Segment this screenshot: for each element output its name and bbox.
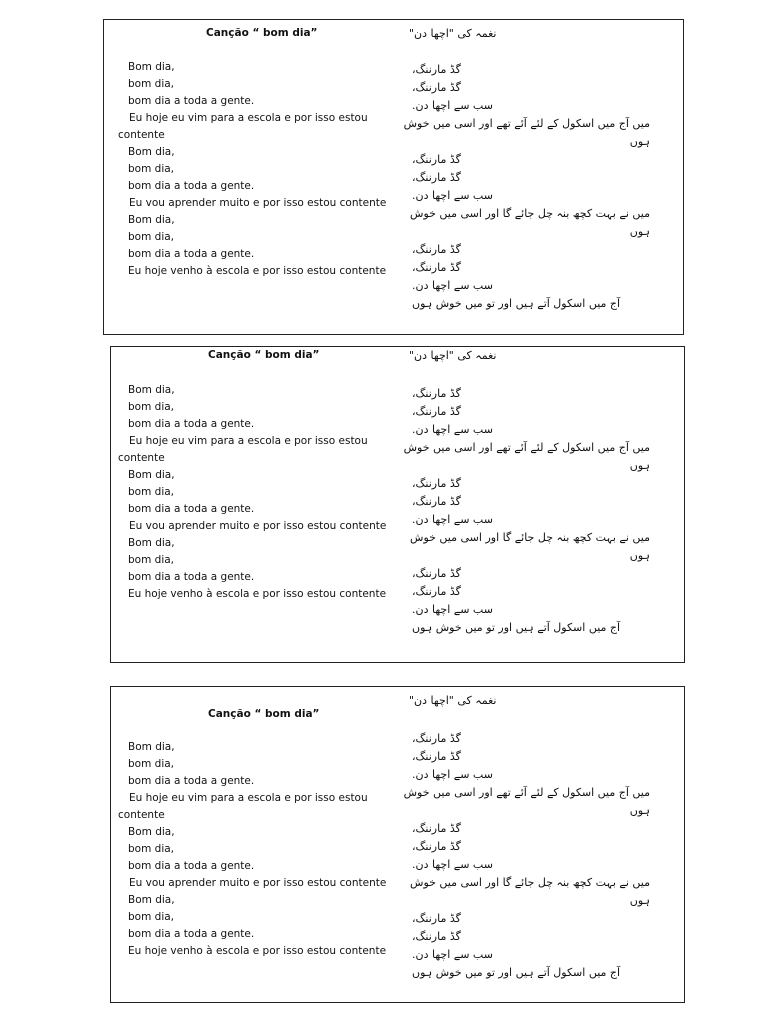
lyric-line: گڈ مارننگ، [412, 930, 461, 943]
song-card-3 [110, 686, 685, 1003]
lyric-line: سب سے اچھا دن. [412, 189, 493, 202]
lyric-line: Eu vou aprender muito e por isso estou contente [129, 877, 387, 889]
lyric-line: Bom dia, [128, 537, 175, 549]
lyric-line: bom dia a toda a gente. [128, 571, 255, 583]
lyric-line: گڈ مارننگ، [412, 750, 461, 763]
lyric-line: گڈ مارننگ، [412, 153, 461, 166]
lyric-line: bom dia a toda a gente. [128, 860, 255, 872]
lyric-line: bom dia, [128, 554, 175, 566]
lyric-line: آج میں اسکول آتے ہیں اور تو میں خوش ہوں [412, 621, 621, 634]
lyric-line: سب سے اچھا دن. [412, 768, 493, 781]
lyric-line: گڈ مارننگ، [412, 387, 461, 400]
lyric-line: گڈ مارننگ، [412, 243, 461, 256]
lyric-line: Eu vou aprender muito e por isso estou contente [129, 197, 387, 209]
urdu-lyrics [394, 61, 662, 313]
lyric-line: میں نے بہت کچھ بنہ چل جائے گا اور اسی میں خوش ہوں [410, 876, 650, 907]
lyric-line: Eu hoje venho à escola e por isso estou contente [128, 945, 387, 957]
lyric-line: bom dia a toda a gente. [128, 418, 255, 430]
lyric-line: bom dia, [128, 78, 175, 90]
lyric-line: bom dia, [128, 401, 175, 413]
lyric-line: bom dia a toda a gente. [128, 503, 255, 515]
lyric-line: Bom dia, [128, 214, 175, 226]
lyric-line: Eu hoje eu vim para a escola e por isso estou contente [118, 792, 368, 821]
portuguese-song-title: Canção “ bom dia” [206, 27, 318, 39]
lyric-line: Bom dia, [128, 826, 175, 838]
lyric-line: سب سے اچھا دن. [412, 858, 493, 871]
lyric-line: bom dia, [128, 486, 175, 498]
lyric-line: bom dia, [128, 911, 175, 923]
lyric-line: bom dia, [128, 231, 175, 243]
lyric-line: میں نے بہت کچھ بنہ چل جائے گا اور اسی میں خوش ہوں [410, 531, 650, 562]
lyric-line: گڈ مارننگ، [412, 912, 461, 925]
lyric-line: bom dia, [128, 843, 175, 855]
lyric-line: bom dia a toda a gente. [128, 928, 255, 940]
portuguese-lyrics [118, 382, 390, 603]
lyric-line: میں آج میں اسکول کے لئے آئے تھے اور اسی میں خوش ہوں [403, 441, 650, 472]
urdu-song-title: نغمہ کی "اچھا دن" [409, 27, 497, 40]
lyric-line: گڈ مارننگ، [412, 171, 461, 184]
lyric-line: گڈ مارننگ، [412, 840, 461, 853]
lyric-line: گڈ مارننگ، [412, 585, 461, 598]
lyric-line: آج میں اسکول آتے ہیں اور تو میں خوش ہوں [412, 297, 621, 310]
urdu-song-title: نغمہ کی "اچھا دن" [409, 349, 497, 362]
lyric-line: گڈ مارننگ، [412, 81, 461, 94]
lyric-line: Eu hoje eu vim para a escola e por isso estou contente [118, 435, 368, 464]
lyric-line: گڈ مارننگ، [412, 822, 461, 835]
lyric-line: bom dia, [128, 758, 175, 770]
lyric-line: Bom dia, [128, 469, 175, 481]
lyric-line: Bom dia, [128, 741, 175, 753]
lyric-line: گڈ مارننگ، [412, 63, 461, 76]
lyric-line: گڈ مارننگ، [412, 405, 461, 418]
lyric-line: گڈ مارننگ، [412, 495, 461, 508]
lyric-line: میں آج میں اسکول کے لئے آئے تھے اور اسی میں خوش ہوں [403, 786, 650, 817]
portuguese-lyrics [118, 59, 390, 280]
portuguese-song-title: Canção “ bom dia” [208, 708, 320, 720]
lyric-line: bom dia a toda a gente. [128, 775, 255, 787]
lyric-line: bom dia a toda a gente. [128, 95, 255, 107]
lyric-line: Eu hoje venho à escola e por isso estou contente [128, 265, 387, 277]
lyric-line: میں نے بہت کچھ بنہ چل جائے گا اور اسی میں خوش ہوں [410, 207, 650, 238]
lyric-line: Eu hoje eu vim para a escola e por isso estou contente [118, 112, 368, 141]
urdu-lyrics [394, 385, 662, 637]
song-card-2 [110, 346, 685, 663]
lyric-line: Bom dia, [128, 61, 175, 73]
portuguese-lyrics [118, 739, 390, 960]
lyric-line: Bom dia, [128, 894, 175, 906]
portuguese-song-title: Canção “ bom dia” [208, 349, 320, 361]
lyric-line: bom dia a toda a gente. [128, 180, 255, 192]
lyric-line: Bom dia, [128, 146, 175, 158]
lyric-line: گڈ مارننگ، [412, 477, 461, 490]
lyric-line: گڈ مارننگ، [412, 261, 461, 274]
lyric-line: سب سے اچھا دن. [412, 603, 493, 616]
lyric-line: Eu vou aprender muito e por isso estou contente [129, 520, 387, 532]
lyric-line: bom dia a toda a gente. [128, 248, 255, 260]
lyric-line: سب سے اچھا دن. [412, 513, 493, 526]
song-card-1 [103, 19, 684, 335]
lyric-line: گڈ مارننگ، [412, 567, 461, 580]
lyric-line: میں آج میں اسکول کے لئے آئے تھے اور اسی میں خوش ہوں [403, 117, 650, 148]
lyric-line: سب سے اچھا دن. [412, 99, 493, 112]
lyric-line: Bom dia, [128, 384, 175, 396]
urdu-lyrics [394, 730, 662, 982]
lyric-line: آج میں اسکول آتے ہیں اور تو میں خوش ہوں [412, 966, 621, 979]
lyric-line: bom dia, [128, 163, 175, 175]
lyric-line: گڈ مارننگ، [412, 732, 461, 745]
lyric-line: Eu hoje venho à escola e por isso estou contente [128, 588, 387, 600]
lyric-line: سب سے اچھا دن. [412, 423, 493, 436]
lyric-line: سب سے اچھا دن. [412, 948, 493, 961]
urdu-song-title: نغمہ کی "اچھا دن" [409, 694, 497, 707]
lyric-line: سب سے اچھا دن. [412, 279, 493, 292]
